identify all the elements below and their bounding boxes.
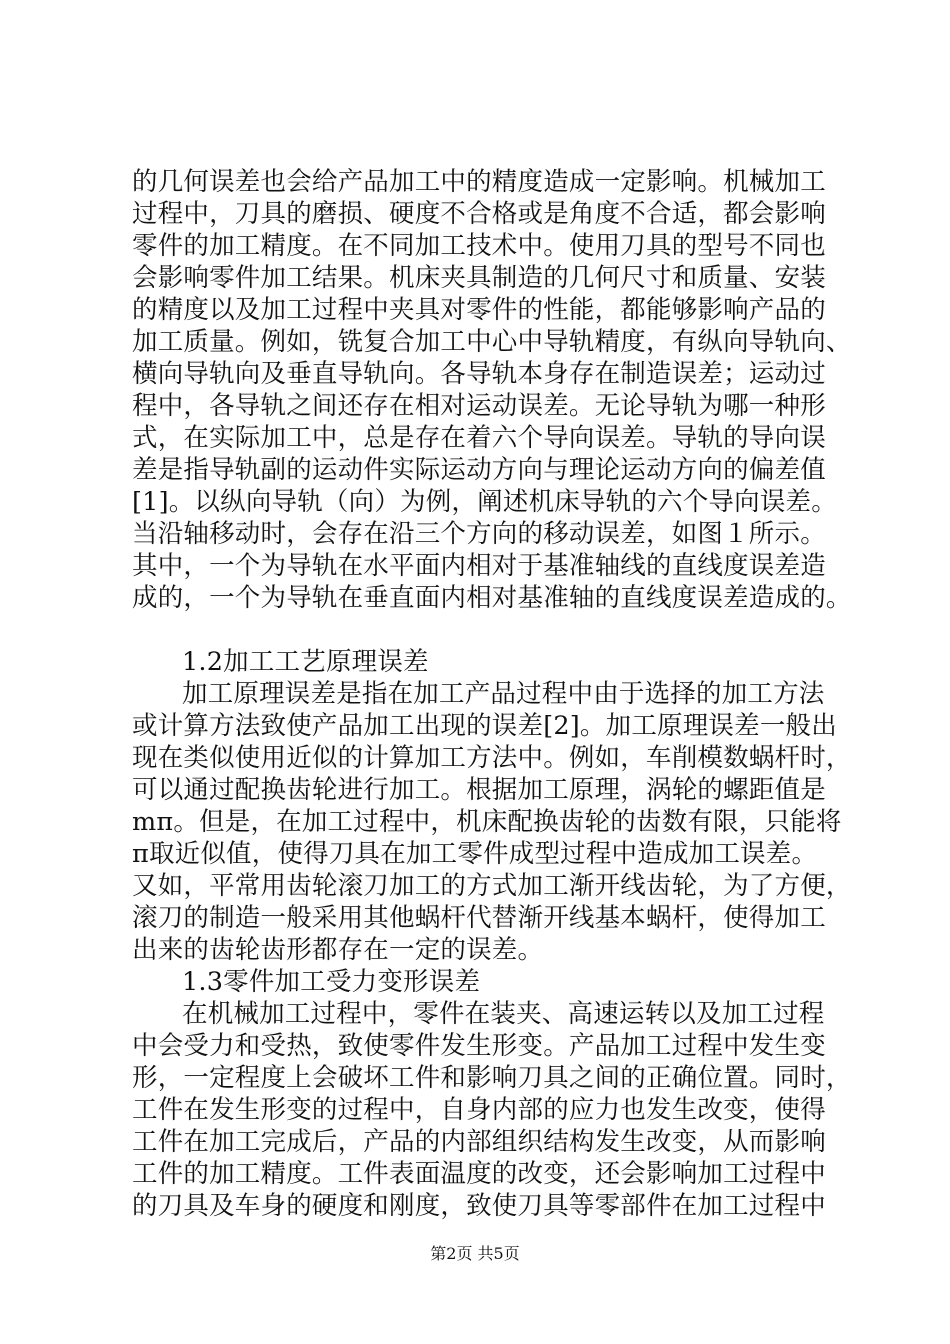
text-line: 工件在发生形变的过程中，自身内部的应力也发生改变，使得 bbox=[132, 1095, 826, 1125]
text-line: 可以通过配换齿轮进行加工。根据加工原理，涡轮的螺距值是 bbox=[132, 775, 826, 805]
text-line: 横向导轨向及垂直导轨向。各导轨本身存在制造误差；运动过 bbox=[132, 359, 826, 389]
body-text bbox=[132, 166, 852, 1222]
text-line: 加工原理误差是指在加工产品过程中由于选择的加工方法 bbox=[182, 679, 825, 709]
text-line: π取近似值，使得刀具在加工零件成型过程中造成加工误差。 bbox=[132, 839, 818, 869]
text-line: 其中，一个为导轨在水平面内相对于基准轴线的直线度误差造 bbox=[132, 551, 826, 581]
section-1-3 bbox=[132, 966, 852, 1222]
text-line: 当沿轴移动时，会存在沿三个方向的移动误差，如图１所示。 bbox=[132, 519, 826, 549]
paragraph-gap bbox=[132, 614, 852, 646]
section-heading: 1.2加工工艺原理误差 bbox=[182, 647, 429, 677]
paragraph-guide-rail-errors bbox=[132, 166, 852, 614]
text-line: 或计算方法致使产品加工出现的误差[2]。加工原理误差一般出 bbox=[132, 711, 837, 741]
text-line: 现在类似使用近似的计算加工方法中。例如，车削模数蜗杆时， bbox=[132, 743, 852, 773]
text-line: 工件在加工完成后，产品的内部组织结构发生改变，从而影响 bbox=[132, 1127, 826, 1157]
page-number-footer: 第2页 共5页 bbox=[430, 1244, 520, 1263]
text-line: 又如，平常用齿轮滚刀加工的方式加工渐开线齿轮，为了方便， bbox=[132, 871, 852, 901]
text-line: 滚刀的制造一般采用其他蜗杆代替渐开线基本蜗杆，使得加工 bbox=[132, 903, 826, 933]
text-line: 式，在实际加工中，总是存在着六个导向误差。导轨的导向误 bbox=[132, 423, 826, 453]
text-line: 加工质量。例如，铣复合加工中心中导轨精度，有纵向导轨向、 bbox=[132, 327, 852, 357]
text-line: 过程中，刀具的磨损、硬度不合格或是角度不合适，都会影响 bbox=[132, 199, 826, 229]
text-line: 中会受力和受热，致使零件发生形变。产品加工过程中发生变 bbox=[132, 1031, 826, 1061]
section-heading: 1.3零件加工受力变形误差 bbox=[182, 967, 481, 997]
text-line: 差是指导轨副的运动件实际运动方向与理论运动方向的偏差值 bbox=[132, 455, 826, 485]
text-line: 的几何误差也会给产品加工中的精度造成一定影响。机械加工 bbox=[132, 167, 826, 197]
text-line: 形，一定程度上会破坏工件和影响刀具之间的正确位置。同时， bbox=[132, 1063, 852, 1093]
text-line: 程中，各导轨之间还存在相对运动误差。无论导轨为哪一种形 bbox=[132, 391, 826, 421]
text-line: 成的，一个为导轨在垂直面内相对基准轴的直线度误差造成的。 bbox=[132, 583, 852, 613]
text-line: 的刀具及车身的硬度和刚度，致使刀具等零部件在加工过程中 bbox=[132, 1191, 826, 1221]
text-line: 出来的齿轮齿形都存在一定的误差。 bbox=[132, 935, 544, 965]
text-line: mπ。但是，在加工过程中，机床配换齿轮的齿数有限，只能将 bbox=[132, 807, 842, 837]
text-line: 的精度以及加工过程中夹具对零件的性能，都能够影响产品的 bbox=[132, 295, 826, 325]
text-line: 工件的加工精度。工件表面温度的改变，还会影响加工过程中 bbox=[132, 1159, 826, 1189]
text-line: 零件的加工精度。在不同加工技术中。使用刀具的型号不同也 bbox=[132, 231, 826, 261]
text-line: 会影响零件加工结果。机床夹具制造的几何尺寸和质量、安装 bbox=[132, 263, 826, 293]
text-line: 在机械加工过程中，零件在装夹、高速运转以及加工过程 bbox=[182, 999, 825, 1029]
section-1-2 bbox=[132, 646, 852, 966]
text-line: [1]。以纵向导轨（向）为例，阐述机床导轨的六个导向误差。 bbox=[132, 487, 837, 517]
